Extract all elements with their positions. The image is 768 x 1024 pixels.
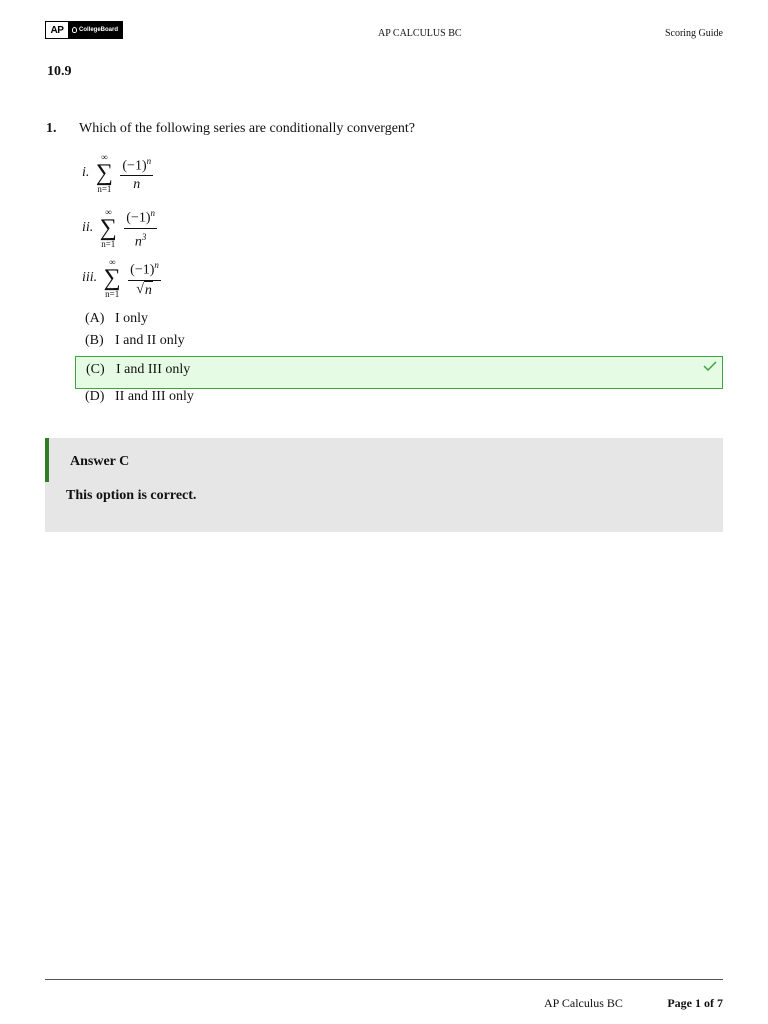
logo-collegeboard-text: CollegeBoard: [78, 27, 118, 33]
choice-text: I only: [115, 311, 149, 326]
choice-text: I and II only: [115, 333, 185, 348]
sigma: ∞ ∑ n=1: [99, 206, 117, 249]
acorn-icon: [72, 27, 77, 33]
choice-c-correct[interactable]: [75, 356, 723, 389]
fraction: $(-1)^n$ √ n: [128, 257, 161, 299]
logo-ap-text: AP: [46, 22, 68, 38]
series-label: ii.: [82, 219, 94, 235]
footer-divider: [45, 979, 723, 980]
answer-title: Answer C: [70, 454, 130, 469]
choice-letter: (B): [85, 333, 104, 348]
page-number: Page 1 of 7: [667, 996, 723, 1010]
question-number: 1.: [46, 121, 57, 136]
choice-letter: (C): [86, 362, 105, 377]
series-ii: [82, 205, 157, 250]
check-icon: [703, 361, 717, 371]
choice-a[interactable]: [85, 311, 148, 327]
fraction: $\frac{(-1)^n}{n^3}$: [124, 205, 157, 250]
series-label: iii.: [82, 270, 98, 285]
answer-accent-bar: [45, 438, 49, 482]
answer-explanation: This option is correct.: [66, 488, 197, 503]
choice-text: I and III only: [116, 362, 191, 377]
series-i: [82, 152, 153, 194]
question-text: Which of the following series are conditionally convergent?: [79, 121, 416, 136]
choice-b[interactable]: [85, 333, 185, 349]
choice-d[interactable]: [85, 389, 194, 405]
sigma: ∞ ∑ n=1: [95, 152, 113, 194]
series-iii: [82, 257, 161, 299]
sigma: ∞ ∑ n=1: [103, 257, 121, 299]
ap-collegeboard-logo: [45, 21, 123, 39]
fraction: $\frac{(-1)^n}{n}$: [120, 153, 153, 194]
choice-letter: (A): [85, 311, 105, 326]
footer-course: AP Calculus BC: [544, 996, 623, 1010]
choice-letter: (D): [85, 389, 105, 404]
header-title: AP CALCULUS BC: [378, 28, 462, 39]
series-label: i.: [82, 165, 90, 180]
header-guide: Scoring Guide: [664, 28, 723, 39]
answer-panel: [45, 438, 723, 532]
choice-text: II and III only: [115, 389, 194, 404]
section-number: 10.9: [47, 64, 72, 79]
